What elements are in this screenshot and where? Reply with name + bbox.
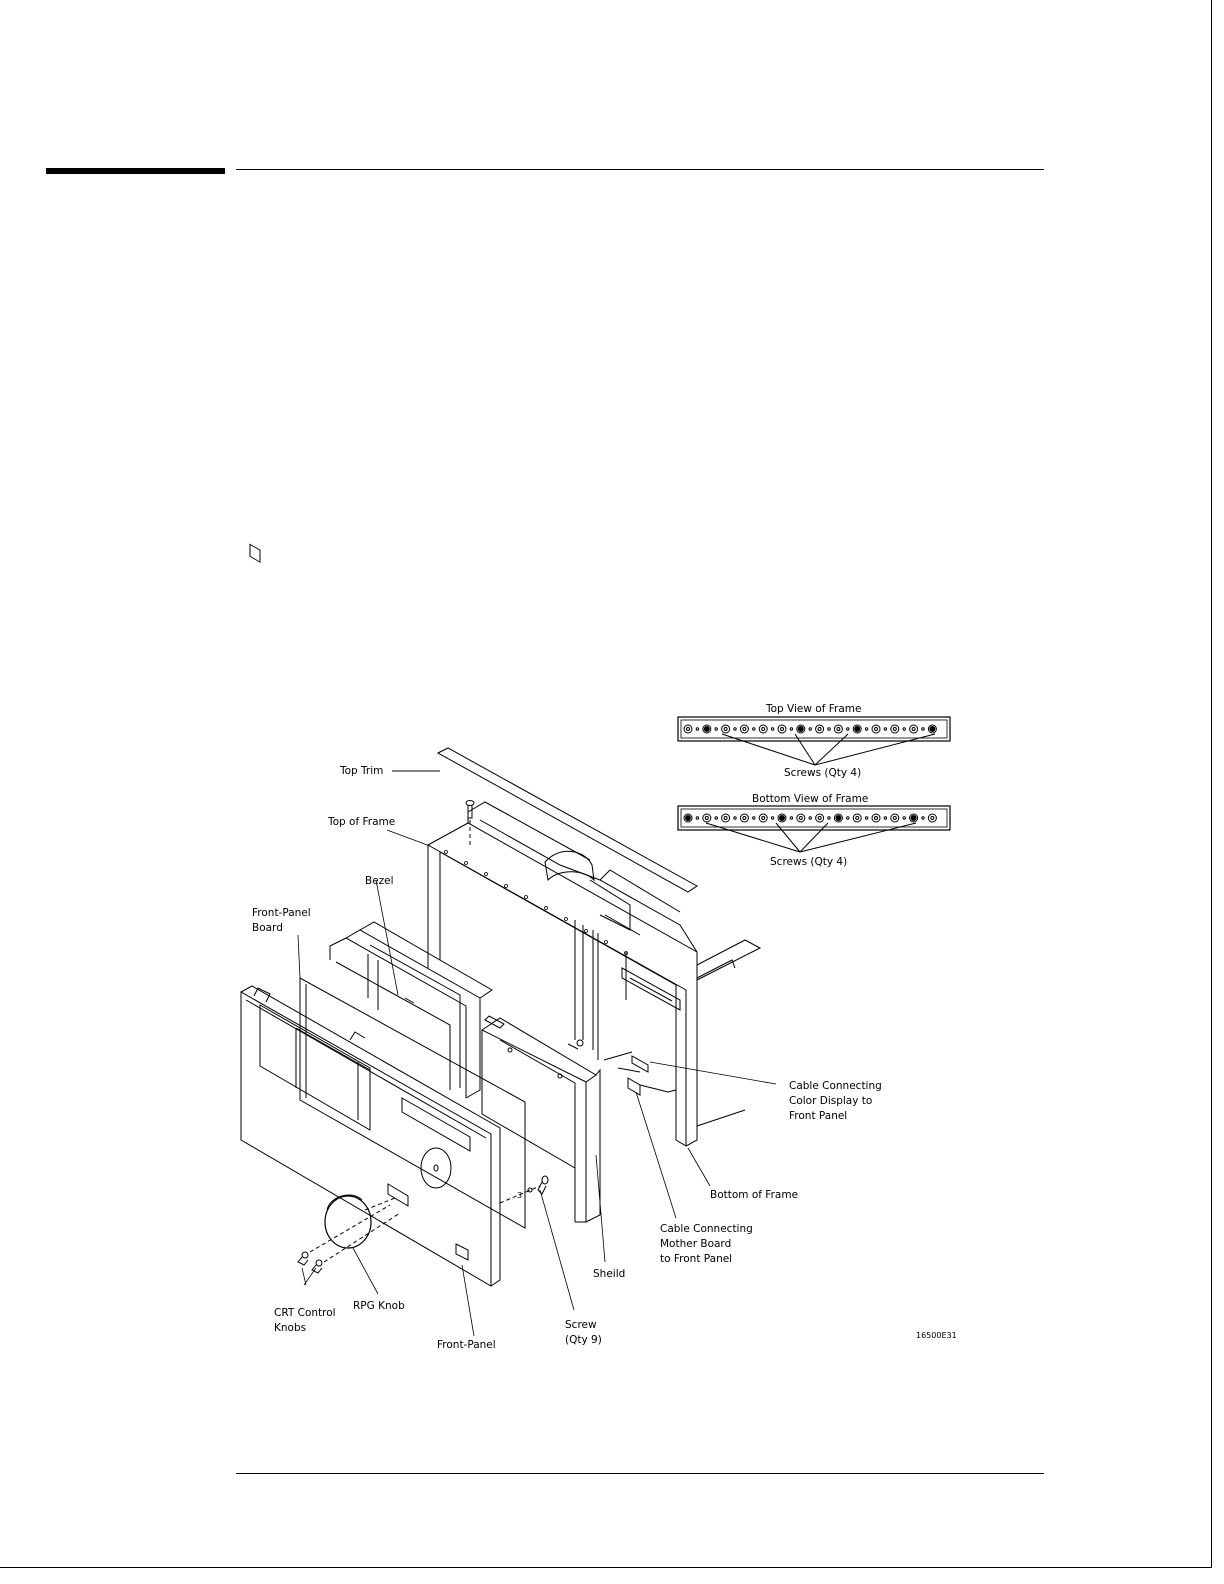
label-front-panel-board-line1: Front-Panel bbox=[252, 907, 311, 919]
label-crt-knobs-line2: Knobs bbox=[274, 1322, 307, 1334]
frame-pin bbox=[884, 817, 886, 819]
frame-hole bbox=[816, 814, 824, 822]
label-cable-mother-line1: Cable Connecting bbox=[660, 1223, 753, 1235]
frame-pin bbox=[771, 817, 773, 819]
frame-hole-center bbox=[724, 817, 727, 820]
frame-hole-center bbox=[893, 728, 896, 731]
frame-hole bbox=[740, 814, 748, 822]
shield-screw bbox=[500, 1176, 548, 1203]
frame-hole bbox=[722, 725, 730, 733]
frame-hole bbox=[928, 814, 936, 822]
frame-pin bbox=[865, 817, 867, 819]
frame-pin bbox=[790, 817, 792, 819]
frame-screw bbox=[911, 816, 916, 821]
frame-hole bbox=[853, 814, 861, 822]
frame-pin bbox=[715, 817, 717, 819]
frame-hole-center bbox=[893, 817, 896, 820]
frame-hole bbox=[872, 814, 880, 822]
frame-hole-center bbox=[931, 817, 934, 820]
label-bottom-of-frame: Bottom of Frame bbox=[710, 1189, 799, 1201]
frame-hole-center bbox=[762, 817, 765, 820]
label-cable-color-line2: Color Display to bbox=[789, 1095, 873, 1107]
frame-hole bbox=[834, 725, 842, 733]
frame-pin bbox=[847, 817, 849, 819]
top-view-inset bbox=[678, 703, 950, 779]
frame-pin bbox=[828, 817, 830, 819]
top-view-screws-label: Screws (Qty 4) bbox=[784, 767, 862, 779]
svg-text:3: 3 bbox=[517, 1191, 523, 1200]
frame-hole-center bbox=[781, 728, 784, 731]
top-view-screw-holes bbox=[684, 725, 936, 733]
label-cable-color-line1: Cable Connecting bbox=[789, 1080, 882, 1092]
label-sheild: Sheild bbox=[593, 1268, 626, 1280]
label-rpg-knob: RPG Knob bbox=[353, 1300, 405, 1312]
bottom-view-screw-holes bbox=[684, 814, 936, 822]
frame-pin bbox=[828, 728, 830, 730]
frame-screw bbox=[780, 816, 785, 821]
frame-hole bbox=[797, 814, 805, 822]
label-cable-mother-line2: Mother Board bbox=[660, 1238, 732, 1250]
frame-hole-center bbox=[724, 728, 727, 731]
frame bbox=[428, 802, 760, 1146]
bottom-view-inset bbox=[678, 793, 950, 868]
crt-control-knobs bbox=[298, 1205, 400, 1273]
frame-hole bbox=[722, 814, 730, 822]
figure-id-code: 16500E31 bbox=[916, 1331, 957, 1340]
frame-pin bbox=[790, 728, 792, 730]
bottom-view-screws-label: Screws (Qty 4) bbox=[770, 856, 848, 868]
frame-hole bbox=[740, 725, 748, 733]
frame-screw bbox=[836, 816, 841, 821]
label-top-trim: Top Trim bbox=[340, 765, 384, 777]
frame-hole-center bbox=[799, 817, 802, 820]
frame-hole bbox=[872, 725, 880, 733]
frame-pin bbox=[734, 817, 736, 819]
frame-hole-center bbox=[743, 817, 746, 820]
rpg-knob bbox=[325, 1195, 395, 1248]
frame-screw bbox=[855, 727, 860, 732]
frame-hole-center bbox=[705, 817, 708, 820]
frame-hole-center bbox=[762, 728, 765, 731]
label-crt-knobs-line1: CRT Control bbox=[274, 1307, 336, 1319]
label-top-of-frame: Top of Frame bbox=[328, 816, 396, 828]
frame-screw bbox=[686, 816, 691, 821]
bezel bbox=[330, 922, 492, 1098]
frame-screw bbox=[798, 727, 803, 732]
frame-pin bbox=[753, 817, 755, 819]
frame-hole bbox=[684, 725, 692, 733]
frame-hole-center bbox=[875, 728, 878, 731]
frame-pin bbox=[734, 728, 736, 730]
frame-hole bbox=[778, 725, 786, 733]
frame-pin bbox=[847, 728, 849, 730]
frame-hole-center bbox=[912, 728, 915, 731]
frame-hole bbox=[759, 814, 767, 822]
frame-pin bbox=[884, 728, 886, 730]
frame-hole bbox=[910, 725, 918, 733]
frame-pin bbox=[771, 728, 773, 730]
bottom-view-title: Bottom View of Frame bbox=[752, 793, 869, 805]
frame-hole-center bbox=[856, 817, 859, 820]
frame-pin bbox=[903, 728, 905, 730]
frame-pin bbox=[715, 728, 717, 730]
frame-hole bbox=[759, 725, 767, 733]
top-frame-screw bbox=[466, 801, 474, 846]
label-cable-color-line3: Front Panel bbox=[789, 1110, 848, 1122]
top-trim bbox=[392, 748, 697, 892]
label-cable-mother-line3: to Front Panel bbox=[660, 1253, 733, 1265]
frame-pin bbox=[753, 728, 755, 730]
frame-hole bbox=[891, 725, 899, 733]
frame-pin bbox=[809, 817, 811, 819]
frame-hole-center bbox=[818, 817, 821, 820]
top-view-title: Top View of Frame bbox=[766, 703, 862, 715]
label-bezel: Bezel bbox=[365, 875, 394, 887]
frame-screw bbox=[930, 727, 935, 732]
frame-pin bbox=[696, 817, 698, 819]
frame-hole bbox=[816, 725, 824, 733]
frame-hole bbox=[703, 814, 711, 822]
frame-pin bbox=[922, 817, 924, 819]
frame-pin bbox=[809, 728, 811, 730]
frame-hole-center bbox=[875, 817, 878, 820]
frame-hole-center bbox=[837, 728, 840, 731]
frame-hole-center bbox=[818, 728, 821, 731]
frame-pin bbox=[696, 728, 698, 730]
label-front-panel: Front-Panel bbox=[437, 1339, 496, 1351]
frame-hole-center bbox=[743, 728, 746, 731]
frame-hole bbox=[891, 814, 899, 822]
frame-pin bbox=[865, 728, 867, 730]
frame-pin bbox=[922, 728, 924, 730]
label-screw-line2: (Qty 9) bbox=[565, 1334, 602, 1346]
frame-hole-center bbox=[687, 728, 690, 731]
label-screw-line1: Screw bbox=[565, 1319, 597, 1331]
frame-pin bbox=[903, 817, 905, 819]
label-front-panel-board-line2: Board bbox=[252, 922, 283, 934]
frame-screw bbox=[704, 727, 709, 732]
cable-connectors bbox=[604, 1052, 676, 1095]
